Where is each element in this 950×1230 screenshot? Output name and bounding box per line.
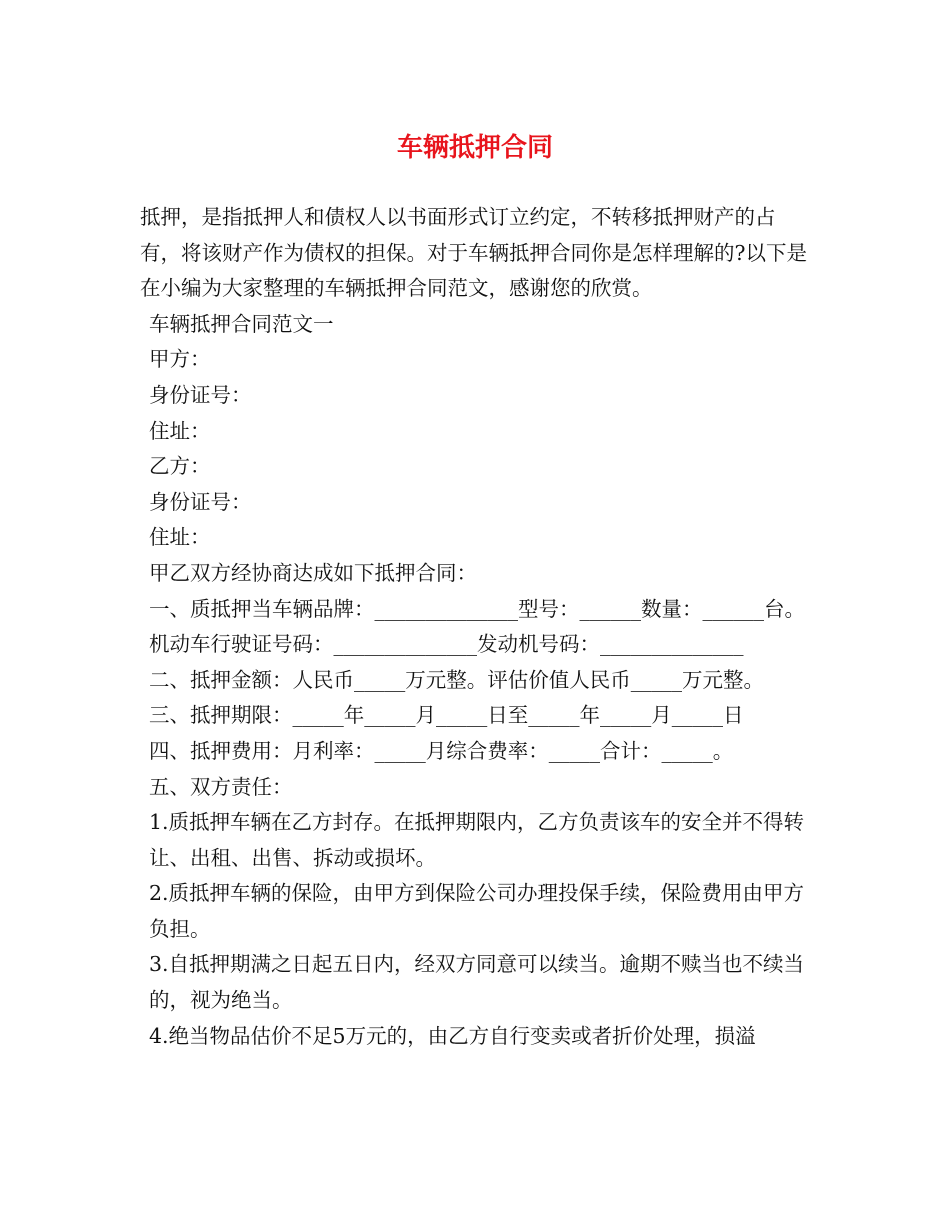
clause-license: 机动车行驶证号码：______________发动机号码：______________ (149, 632, 744, 657)
party-a-address-label: 住址： (149, 418, 211, 443)
party-b-address-label: 住址： (149, 525, 211, 550)
clause-responsibilities: 五、双方责任： (149, 774, 293, 799)
intro-paragraph: 抵押，是指抵押人和债权人以书面形式订立约定，不转移抵押财产的占有，将该财产作为债权的担保。对于车辆抵押合同你是怎样理解的?以下是在小编为大家整理的车辆抵押合同范文，感谢您的欣赏。 (140, 205, 807, 301)
party-a-id-label: 身份证号： (149, 382, 252, 407)
clause-fees: 四、抵押费用：月利率：_____月综合费率：_____合计：_____。 (149, 738, 734, 763)
section-heading: 车辆抵押合同范文一 (149, 311, 334, 336)
responsibility-item: 4.绝当物品估价不足5万元的，由乙方自行变卖或者折价处理，损溢 (149, 1023, 756, 1048)
clause-amount: 二、抵押金额：人民币_____万元整。评估价值人民币_____万元整。 (149, 667, 764, 692)
agreement-statement: 甲乙双方经协商达成如下抵押合同： (149, 560, 477, 585)
clause-term: 三、抵押期限：_____年_____月_____日至_____年_____月_____日 (149, 703, 744, 728)
responsibility-item: 1.质抵押车辆在乙方封存。在抵押期限内，乙方负责该车的安全并不得转让、出租、出售、拆动或损坏。 (149, 810, 805, 870)
clause-vehicle: 一、质抵押当车辆品牌：______________型号：______数量：______台。 (149, 596, 805, 621)
party-b-id-label: 身份证号： (149, 489, 252, 514)
document-body (140, 200, 815, 1054)
party-b-label: 乙方： (149, 454, 211, 479)
responsibility-item: 3.自抵押期满之日起五日内，经双方同意可以续当。逾期不赎当也不续当的，视为绝当。 (149, 952, 805, 1013)
document-title: 车辆抵押合同 (396, 133, 553, 163)
party-a-label: 甲方： (149, 347, 211, 372)
responsibility-item: 2.质抵押车辆的保险，由甲方到保险公司办理投保手续，保险费用由甲方负担。 (149, 881, 805, 941)
